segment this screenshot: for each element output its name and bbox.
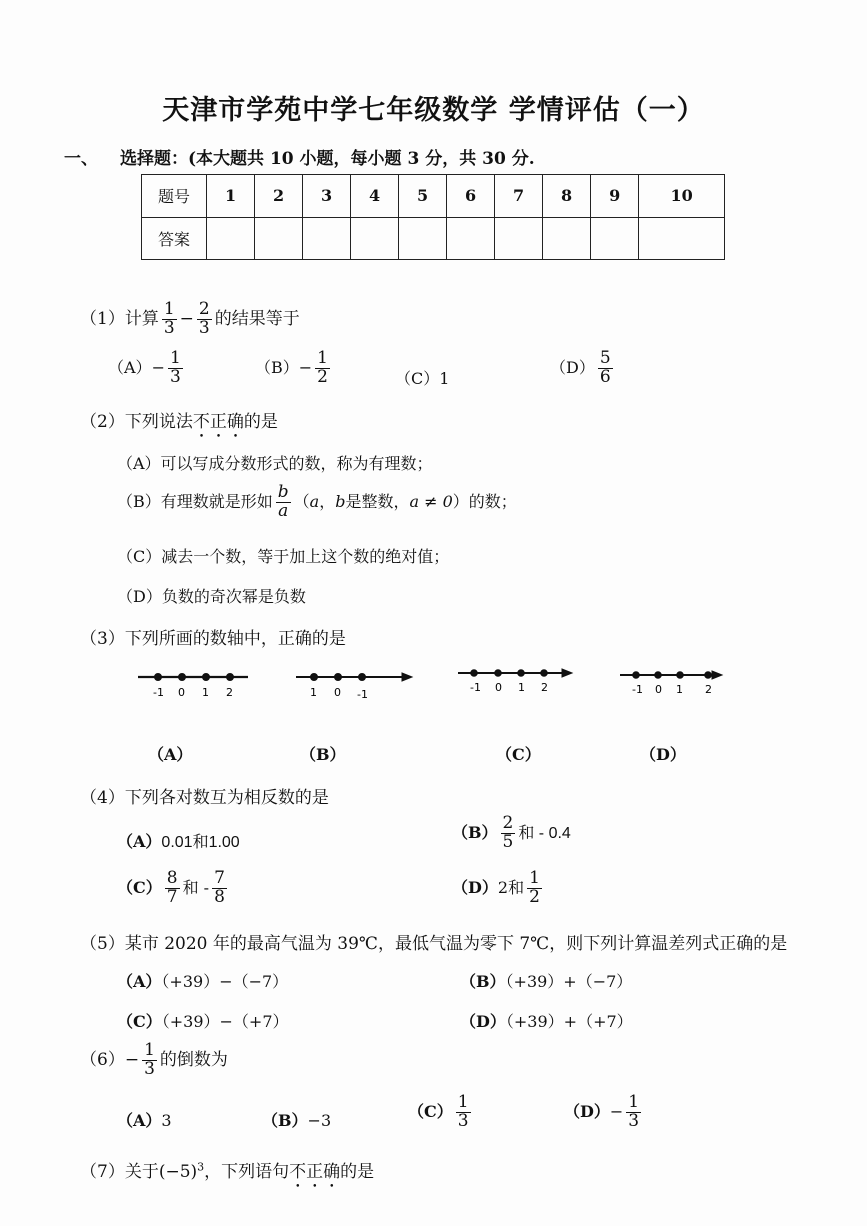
option-b[interactable]: （B） $\frac{2}{5}$ 和 - 0.4: [452, 813, 571, 852]
question-4: （4）下列各对数互为相反数的是: [80, 788, 329, 808]
answer-cell[interactable]: [255, 217, 303, 260]
option-a[interactable]: （A）: [148, 745, 193, 764]
tick-label: 0: [495, 681, 502, 694]
option-d[interactable]: （D）负数的奇次幂是负数: [117, 587, 306, 606]
tick-label: -1: [357, 688, 368, 701]
tick-label: 1: [518, 681, 525, 694]
table-cell-number: 5: [399, 175, 447, 218]
tick-label: 1: [202, 686, 209, 699]
question-number: （7）: [80, 1162, 125, 1182]
emphasis-text: 不正确: [289, 1162, 341, 1182]
table-cell-number: 8: [543, 175, 591, 218]
table-cell-number: 2: [255, 175, 303, 218]
section-heading: 选择题：(本大题共 10 小题，每小题 3 分，共 30 分.: [120, 149, 535, 169]
option-d[interactable]: （D） $\frac{5}{6}$: [550, 348, 611, 387]
option-a[interactable]: （A）0.01和1.00: [117, 832, 240, 851]
option-a[interactable]: （A）3: [117, 1111, 172, 1130]
question-number: （5）: [80, 934, 125, 954]
option-a[interactable]: （A）可以写成分数形式的数，称为有理数；: [117, 454, 433, 473]
table-cell-number: 10: [639, 175, 725, 218]
question-text: 计算: [124, 308, 159, 329]
option-c[interactable]: （C） $\frac{8}{7}$ 和 - $\frac{7}{8}$: [117, 868, 225, 907]
number-line-c: [456, 660, 576, 698]
tick-label: 1: [676, 683, 683, 696]
answer-cell[interactable]: [639, 217, 725, 260]
question-number: （6）: [80, 1049, 125, 1070]
option-a[interactable]: （A）− $\frac{1}{3}$: [108, 348, 181, 387]
option-a[interactable]: （A）（+39）−（−7）: [117, 972, 289, 991]
tick-label: -1: [153, 686, 164, 699]
question-number: （1）: [80, 308, 125, 329]
question-text: 的结果等于: [214, 308, 300, 329]
table-header-number: 题号: [142, 175, 207, 218]
option-c[interactable]: （C）减去一个数，等于加上这个数的绝对值；: [117, 547, 450, 566]
question-2: （2）下列说法不正确的是: [80, 412, 278, 432]
table-cell-number: 1: [207, 175, 255, 218]
question-7: （7）关于$(-5)^3$，下列语句不正确的是: [80, 1160, 375, 1182]
answer-cell[interactable]: [591, 217, 639, 260]
question-number: （3）: [80, 629, 125, 649]
option-d[interactable]: （D）: [640, 745, 686, 764]
option-d[interactable]: （D）（+39）+（+7）: [460, 1012, 633, 1031]
table-cell-number: 9: [591, 175, 639, 218]
tick-label: 2: [705, 683, 712, 696]
question-1: [80, 301, 300, 338]
answer-table: [141, 174, 725, 260]
answer-cell[interactable]: [543, 217, 591, 260]
number-line-a: [136, 664, 252, 702]
option-d[interactable]: （D）− $\frac{1}{3}$: [564, 1092, 640, 1131]
number-line-d: [618, 662, 726, 700]
emphasis-text: 不正确: [192, 412, 244, 432]
option-b[interactable]: （B）: [300, 745, 346, 764]
page-title: 天津市学苑中学七年级数学 学情评估（一）: [162, 95, 705, 126]
number-line-b: [294, 664, 416, 702]
question-number: （2）: [80, 412, 125, 432]
section-number: 一、: [64, 149, 98, 169]
tick-label: 1: [310, 686, 317, 699]
tick-label: 0: [178, 686, 185, 699]
tick-label: 2: [226, 686, 233, 699]
table-row-numbers: [142, 175, 725, 218]
answer-cell[interactable]: [207, 217, 255, 260]
answer-cell[interactable]: [399, 217, 447, 260]
fraction: $\frac{2}{3}$: [198, 299, 210, 338]
tick-label: 0: [334, 686, 341, 699]
answer-cell[interactable]: [495, 217, 543, 260]
option-c[interactable]: （C）（+39）−（+7）: [117, 1012, 289, 1031]
table-cell-number: 6: [447, 175, 495, 218]
table-cell-number: 7: [495, 175, 543, 218]
question-3: （3）下列所画的数轴中，正确的是: [80, 629, 346, 649]
tick-label: -1: [470, 681, 481, 694]
answer-cell[interactable]: [303, 217, 351, 260]
option-c[interactable]: （C） $\frac{1}{3}$: [408, 1092, 469, 1131]
option-c[interactable]: （C）: [496, 745, 541, 764]
option-d[interactable]: （D）2和 $\frac{1}{2}$: [452, 868, 540, 907]
answer-cell[interactable]: [447, 217, 495, 260]
option-b[interactable]: （B）− $\frac{1}{2}$: [255, 348, 328, 387]
table-cell-number: 3: [303, 175, 351, 218]
fraction: $\frac{1}{3}$: [163, 299, 175, 338]
option-b[interactable]: （B）（+39）+（−7）: [460, 972, 633, 991]
answer-cell[interactable]: [351, 217, 399, 260]
tick-label: 2: [541, 681, 548, 694]
table-row-answers: [142, 217, 725, 260]
table-header-answer: 答案: [142, 217, 207, 260]
option-b[interactable]: （B）−3: [262, 1111, 332, 1130]
question-5: （5）某市 2020 年的最高气温为 39℃，最低气温为零下 7℃，则下列计算温差列式正确的是: [80, 934, 788, 954]
question-number: （4）: [80, 788, 125, 808]
option-b[interactable]: （B）有理数就是形如 $\frac{b}{a}$ （a，b是整数，a ≠ 0）的数；: [117, 482, 517, 521]
operator: −: [179, 308, 194, 329]
tick-label: -1: [632, 683, 643, 696]
option-c[interactable]: （C）1: [395, 369, 450, 388]
question-6: （6）− $\frac{1}{3}$ 的倒数为: [80, 1040, 228, 1079]
table-cell-number: 4: [351, 175, 399, 218]
tick-label: 0: [655, 683, 662, 696]
